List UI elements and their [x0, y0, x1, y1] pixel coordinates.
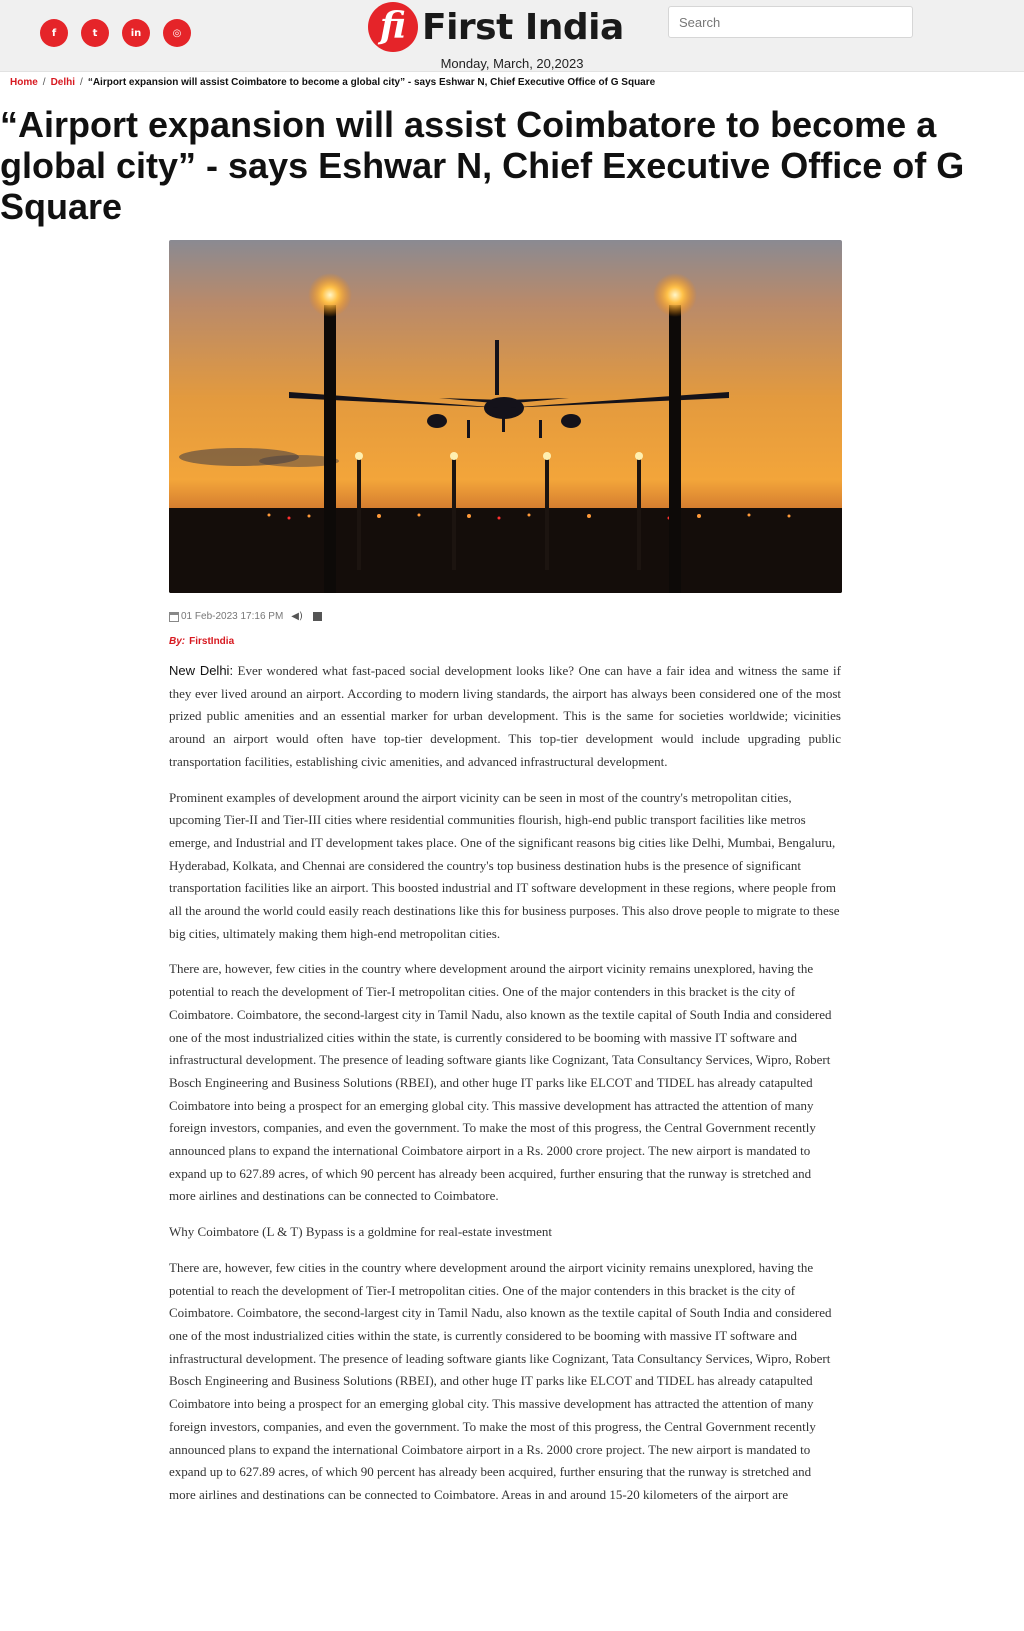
current-date: Monday, March, 20,2023	[440, 56, 584, 71]
twitter-icon[interactable]: t	[81, 19, 109, 47]
speaker-icon[interactable]: ◀)	[291, 611, 303, 622]
author-link[interactable]: FirstIndia	[189, 636, 235, 647]
article-meta	[169, 611, 322, 622]
article-paragraph: There are, however, few cities in the country where development around the airport vicinity remains unexplored, having the potential to reach the development of Tier-I metropolitan cities. One of the major contenders in this bracket is the city of Coimbatore. Coimbatore, the second-largest city in Tamil Nadu, also known as the textile capital of South India and considered one of the most industrialized cities within the state, is currently considered to be booming with massive IT software and infrastructural development. The presence of leading software giants like Cognizant, Tata Consultancy Services, Wipro, Robert Bosch Engineering and Business Solutions (RBEI), and other huge IT parks like ELCOT and TIDEL has already catapulted Coimbatore into being a prospect for an emerging global city. This massive development has attracted the attention of many foreign investors, companies, and even the government. To make the most of this progress, the Central Government recently announced plans to expand the international Coimbatore airport in a Rs. 2000 crore project. The new airport is mandated to expand up to 627.89 acres, of which 90 percent has already been acquired, further ensuring that the runway is stretched and more airlines and destinations can be connected to Coimbatore. Areas in and around 15-20 kilometers of the airport are	[169, 1259, 832, 1502]
breadcrumb-home[interactable]: Home	[10, 77, 38, 88]
breadcrumb-separator: /	[42, 77, 46, 88]
stop-icon[interactable]	[313, 612, 322, 621]
breadcrumb-current: “Airport expansion will assist Coimbatore to become a global city” - says Eshwar N, Chief Executive Office of G Square	[87, 77, 656, 88]
article-paragraph: Prominent examples of development around the airport vicinity can be seen in most of the country's metropolitan cities, upcoming Tier-II and Tier-III cities where residential communities flourish, high-end public transport facilities like metros emerge, and Industrial and IT development takes place. One of the significant reasons big cities like Delhi, Mumbai, Bengaluru, Hyderabad, Kolkata, and Chennai are considered the country's top business destination hubs is the presence of significant transportation facilities like an airport. This boosted industrial and IT software development in these regions, where people from all the around the world could easily reach destinations like this for business purposes. This also drove people to migrate to these big cities, ultimately making them high-end metropolitan cities.	[169, 789, 840, 941]
article-dateline: New Delhi:	[169, 663, 234, 678]
logo-text: First India	[422, 6, 624, 48]
site-logo[interactable]	[368, 1, 624, 53]
article-subheading: Why Coimbatore (L & T) Bypass is a goldmine for real-estate investment	[169, 1224, 553, 1240]
logo-mark-icon	[368, 2, 418, 52]
article-body	[169, 660, 841, 1520]
instagram-icon[interactable]: ◎	[163, 19, 191, 47]
linkedin-icon[interactable]: in	[122, 19, 150, 47]
site-header	[0, 0, 1024, 72]
byline-label: By:	[169, 636, 186, 647]
byline	[169, 636, 234, 647]
paragraph-text: Ever wondered what fast-paced social development looks like? One can have a fair idea and witness the same if they ever lived around an airport. According to modern living standards, the airport has always been considered one of the most prized public amenities and an essential marker for urban development. This is the same for societies worldwide; vicinities around an airport would often have top-tier development. This top-tier development would include upgrading public transportation facilities, establishing civic amenities, and advanced infrastructural development.	[169, 663, 841, 769]
logo-mark-glyph: fi	[379, 5, 407, 47]
facebook-icon[interactable]: f	[40, 19, 68, 47]
breadcrumb-section[interactable]: Delhi	[50, 77, 76, 88]
article-timestamp: 01 Feb-2023 17:16 PM	[181, 611, 284, 622]
article-paragraph: There are, however, few cities in the country where development around the airport vicinity remains unexplored, having the potential to reach the development of Tier-I metropolitan cities. One of the major contenders in this bracket is the city of Coimbatore. Coimbatore, the second-largest city in Tamil Nadu, also known as the textile capital of South India and considered one of the most industrialized cities within the state, is currently considered to be booming with massive IT software and infrastructural development. The presence of leading software giants like Cognizant, Tata Consultancy Services, Wipro, Robert Bosch Engineering and Business Solutions (RBEI), and other huge IT parks like ELCOT and TIDEL has already catapulted Coimbatore into being a prospect for an emerging global city. This massive development has attracted the attention of many foreign investors, companies, and even the government. To make the most of this progress, the Central Government recently announced plans to expand the international Coimbatore airport in a Rs. 2000 crore project. The new airport is mandated to expand up to 627.89 acres, of which 90 percent has already been acquired, further ensuring that the runway is stretched and more airlines and destinations can be connected to Coimbatore.	[169, 961, 832, 1204]
article-paragraph	[169, 660, 841, 774]
hero-image	[169, 240, 842, 593]
breadcrumb-separator: /	[80, 77, 83, 88]
article-title: “Airport expansion will assist Coimbatore to become a global city” - says Eshwar N, Chief Executive Office of G Square	[0, 104, 965, 227]
social-links	[40, 19, 204, 47]
calendar-icon	[169, 612, 179, 622]
search-input[interactable]	[668, 6, 913, 38]
breadcrumb	[10, 77, 655, 88]
